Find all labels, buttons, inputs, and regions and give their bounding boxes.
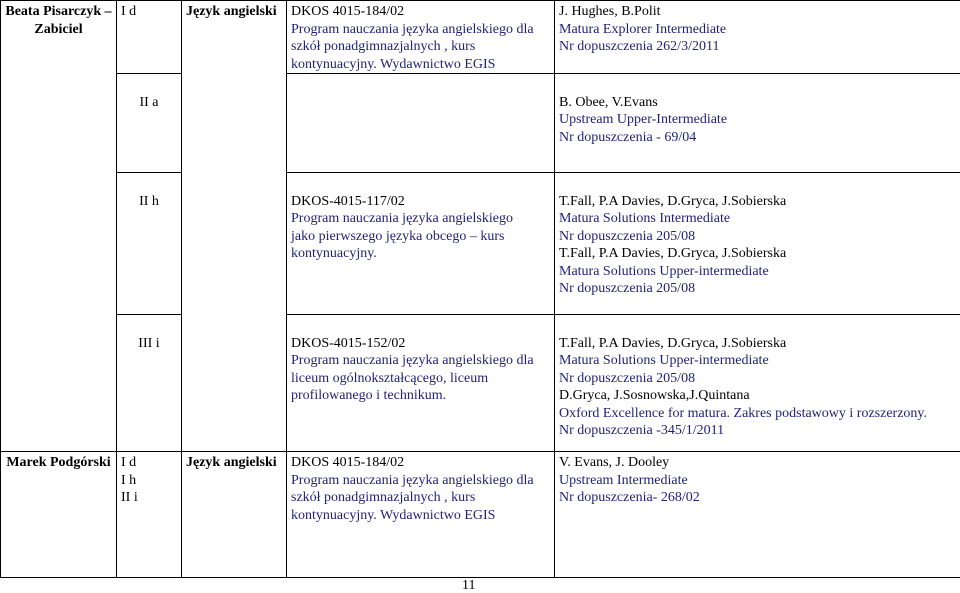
textbook-cell [555, 1, 960, 74]
subject-cell [182, 1, 287, 452]
textbook-line: Matura Solutions Upper-intermediate [559, 353, 769, 368]
textbook-cell [555, 173, 960, 315]
program-line: kontynuacyjny. [291, 246, 377, 261]
textbook-line: Upstream Upper-Intermediate [559, 112, 728, 127]
teacher-name: Beata Pisarczyk –Zabiciel [5, 4, 112, 37]
program-line: liceum ogólnokształcącego, liceum [291, 370, 489, 386]
textbook-line: Nr dopuszczenia 205/08 [559, 228, 696, 244]
textbook-cell [555, 452, 960, 578]
textbook-line: Nr dopuszczenia -345/1/2011 [559, 423, 725, 438]
class-label: II i [121, 490, 138, 505]
class-label: II h [139, 193, 159, 209]
class-label: I h [121, 472, 137, 488]
class-label: III i [138, 335, 160, 351]
class-cell [117, 1, 182, 74]
subject-label: Język angielski [186, 455, 277, 470]
teacher-name: Marek Podgórski [6, 455, 111, 470]
textbook-line: Nr dopuszczenia 205/08 [559, 370, 696, 386]
class-label: II a [139, 94, 159, 110]
table-row [1, 74, 960, 173]
textbook-line: Nr dopuszczenia 262/3/2011 [559, 39, 720, 54]
class-label: I d [121, 455, 137, 470]
table-row [1, 315, 960, 452]
program-line: Program nauczania języka angielskiego dla [291, 21, 534, 37]
textbook-cell [555, 74, 960, 173]
subject-label: Język angielski [186, 4, 277, 19]
class-cell [117, 74, 182, 173]
teacher-cell [1, 1, 117, 452]
textbook-line: Matura Solutions Intermediate [559, 211, 731, 226]
program-line: profilowanego i technikum. [291, 388, 447, 403]
textbook-cell [555, 315, 960, 452]
textbook-line: Nr dopuszczenia 205/08 [559, 281, 696, 296]
program-line: kontynuacyjny. Wydawnictwo EGIS [291, 507, 496, 523]
table-row [1, 1, 960, 74]
textbook-line: Matura Explorer Intermediate [559, 21, 727, 37]
program-cell [287, 315, 555, 452]
program-cell [287, 1, 555, 74]
textbook-line: D.Gryca, J.Sosnowska,J.Quintana [559, 388, 750, 403]
program-cell [287, 173, 555, 315]
textbook-line: J. Hughes, B.Polit [559, 4, 661, 19]
textbook-line: T.Fall, P.A Davies, D.Gryca, J.Sobierska [559, 335, 787, 351]
program-line: Program nauczania języka angielskiego dla [291, 353, 534, 368]
table-row [1, 173, 960, 315]
textbook-line: Nr dopuszczenia- 268/02 [559, 490, 700, 505]
teacher-cell [1, 452, 117, 578]
program-cell [287, 452, 555, 578]
program-code: DKOS-4015-117/02 [291, 193, 405, 209]
program-line: kontynuacyjny. Wydawnictwo EGIS [291, 56, 496, 72]
program-code: DKOS-4015-152/02 [291, 335, 406, 351]
textbook-line: V. Evans, J. Dooley [559, 455, 670, 470]
table-row [1, 452, 960, 578]
textbook-line: Oxford Excellence for matura. Zakres podstawowy i rozszerzony. [559, 405, 927, 421]
textbook-line: T.Fall, P.A Davies, D.Gryca, J.Sobierska [559, 246, 787, 261]
program-line: Program nauczania języka angielskiego dla [291, 472, 534, 488]
textbook-line: Upstream Intermediate [559, 472, 688, 488]
program-code: DKOS 4015-184/02 [291, 455, 405, 470]
page-number: 11 [462, 578, 476, 593]
program-cell [287, 74, 555, 173]
class-label: I d [121, 4, 137, 19]
program-line: jako pierwszego języka obcego – kurs [291, 228, 505, 244]
program-line: szkół ponadgimnazjalnych , kurs [291, 490, 476, 505]
class-cell [117, 452, 182, 578]
program-line: Program nauczania języka angielskiego [291, 211, 513, 226]
class-cell [117, 173, 182, 315]
textbook-line: Matura Solutions Upper-intermediate [559, 263, 769, 279]
program-code: DKOS 4015-184/02 [291, 4, 405, 19]
program-line: szkół ponadgimnazjalnych , kurs [291, 39, 476, 54]
class-cell [117, 315, 182, 452]
textbook-line: Nr dopuszczenia - 69/04 [559, 129, 697, 145]
subject-cell [182, 452, 287, 578]
textbook-line: T.Fall, P.A Davies, D.Gryca, J.Sobierska [559, 193, 787, 209]
textbook-line: B. Obee, V.Evans [559, 94, 658, 110]
